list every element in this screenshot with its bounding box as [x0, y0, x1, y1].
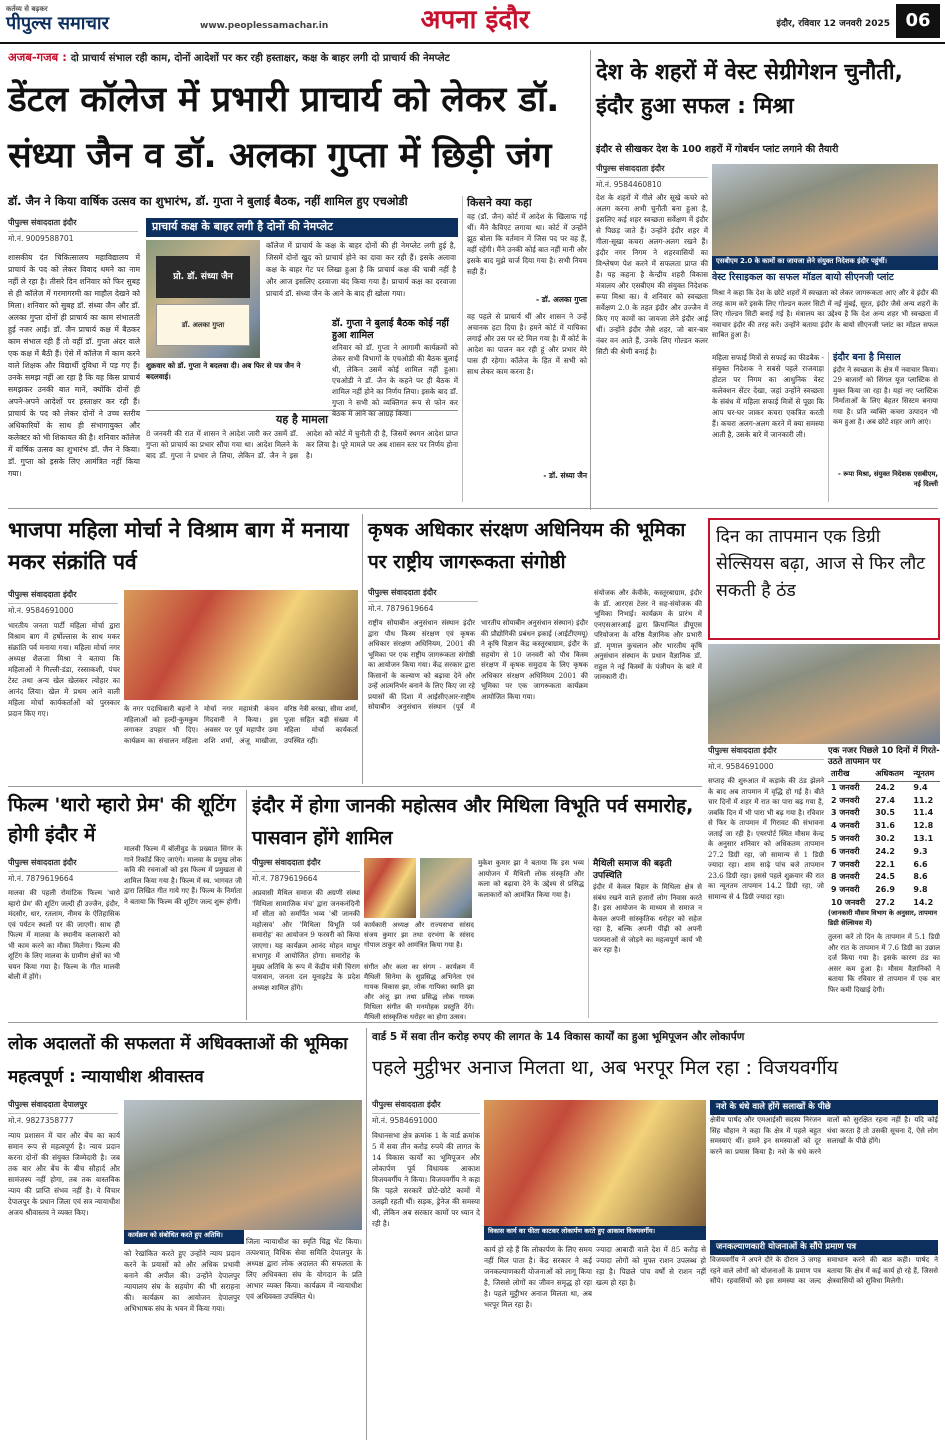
brand-logo: [6, 5, 196, 35]
maithili-box: [588, 858, 702, 1018]
byline: पीपुल्स संवाददाता इंदौर: [708, 746, 824, 760]
ward-body-3: ज्यादा आबादी वाले देश में 85 करोड़ से ज्यादा लोगों को मुफ्त राशन उपलब्ध हो रहा है। पिछले पांच वर्षों से राशन नहीं खत्म हो रहा है।: [596, 1245, 706, 1287]
table-row: 9 जनवरी 26.9 9.8: [831, 885, 928, 895]
schemes-box-body: विजयवर्गीय ने अपने दौरे के दौरान 3 जगह रहने वाले लोगों को योजनाओं के प्रमाण पत्र सौंपे। रहवासियों को इस समस्या का जल्द समाधान करने की बात कही। पार्षद ने बताया कि क्षेत्र में कई कार्य हो रहे हैं, जिससे क्षेत्रवासियों को सुविधा मिलेगी।: [710, 1256, 938, 1286]
weather-photo: [708, 644, 940, 744]
janaki-byline-block: [252, 858, 360, 886]
ward-photo-caption: विकास कार्य का फीता काटकर लोकार्पण करते हुए आकाश विजयवर्गीय।: [484, 1226, 706, 1240]
bjp-body-2: के नगर पदाधिकारी बहनों ने महिलाओं को हल्दी-कुमकुम लगाकर उपहार भी दिए। कार्यक्रम का संचालन महिला मोर्चा नगर महामंत्री कंचन गिदवानी ने किया। इस अवसर पर पूर्व महापौर उमा शशि शर्मा, अंजू माखीजा, वरिष्ठ नेत्री बरखा, सीमा शर्मा, पूजा सहित बड़ी संख्या में महिला मोर्चा कार्यकर्ता उपस्थित रहीं।: [124, 705, 358, 745]
case-box: [146, 410, 458, 504]
ward-byline-block: [372, 1100, 480, 1128]
guest-photo: [364, 858, 416, 918]
column-rule: [366, 1028, 367, 1440]
ward-headline: पहले मुट्ठीभर अनाज मिलता था, अब भरपूर मिल रहा : विजयवर्गीय: [372, 1056, 839, 1079]
weather-body: सप्ताह की शुरुआत में कड़ाके की ठंड झेलने के बाद अब तापमान में वृद्धि हो गई है। बीते चार दिनों में शहर में रात का पारा बढ़ गया है, जबकि दिन में भी पारा भी बढ़ गया है। रविवार से फिर के तापमान में गिरावट की संभावना जताई जा रही है। एयरपोर्ट स्थित मौसम केन्द्र के अनुसार शनिवार को अधिकतम तापमान 27.2 डिग्री रहा, जो सामान्य से 1 डिग्री ज्यादा रहा। शाम साढ़े पांच बजे तापमान 23.6 डिग्री रहा। इससे पहले शुक्रवार की रात का न्यूनतम तापमान 14.2 डिग्री रहा, जो सामान्य से 4 डिग्री ज्यादा रहा।: [708, 777, 824, 901]
mobile-number: मो.नं. 9584691000: [372, 1115, 438, 1125]
table-row: 7 जनवरी 22.1 6.6: [831, 859, 928, 869]
ward-topline: वार्ड 5 में सवा तीन करोड़ रुपए की लागत के 14 विकास कार्यों का हुआ भूमिपूजन और लोकार्पण: [372, 1031, 745, 1043]
film-headline: फिल्म 'थारो म्हारो प्रेम' की शूटिंग होगी इंदौर में: [8, 794, 236, 846]
waste-box-title: वेस्ट रिसाइकल का सफल मॉडल बायो सीएनजी प्लांट: [712, 272, 894, 283]
table-row: 6 जनवरी 24.2 9.3: [831, 846, 928, 856]
column-rule: [362, 514, 363, 784]
bjp-headline: भाजपा महिला मोर्चा ने विश्राम बाग में मनाया मकर संक्रांति पर्व: [8, 518, 349, 574]
quote-jain-sign: - डॉ. संध्या जैन: [543, 470, 587, 480]
table-row: 3 जनवरी 30.5 11.4: [831, 808, 934, 818]
col-date: तारीख: [828, 768, 872, 781]
masthead: [0, 0, 945, 44]
krishak-body-2: संयोजक और केवीके, कस्तूरबाग्राम, इंदौर के डॉ. आरएस टेलर ने सह-संयोजक की भूमिका निभाई। कार्यक्रम के प्रारंभ में एनएसआरआई द्वारा क्रियान्वित डीयूएस परियोजना के वरिष्ठ वैज्ञानिक और प्रभारी डॉ. मृणाल कुचलान और भारतीय कृषि अनुसंधान संस्थान के प्रधान वैज्ञानिक डॉ. राहुल ने नई किस्मों के पंजीयन के बारे में जानकारी दी।: [594, 589, 702, 681]
case-body: 8 जनवरी की रात में शासन ने आदेश जारी कर उसमें डॉ. गुप्ता को प्राचार्य का प्रभार सौंपा गया था। आदेश मिलने के बाद डॉ. गुप्ता ने प्रभार ले लिया, लेकिन डॉ. जैन ने इस आदेश को कोर्ट में चुनौती दी है, जिसमें स्थगन आदेश प्राप्त कर लिया है। पूरे मामले पर अब शासन स्तर पर निर्णय होना है।: [146, 428, 458, 460]
case-title: यह है मामला: [275, 413, 329, 426]
bjp-photo: [124, 590, 358, 700]
section-title: अपना इंदौर: [420, 5, 530, 35]
page-number: 06: [896, 4, 940, 38]
nameplate-icon: प्रो. डॉ. संध्या जैन: [156, 256, 250, 298]
weather-body-2: तुलना करें तो दिन के तापमान में 5.1 डिग्री और रात के तापमान में 7.6 डिग्री का उछाल दर्ज किया गया है। इसके कारण ठंड का असर कम हुआ है। मौसम वैज्ञानिकों ने बताया कि रविवार से तापमान में एक बार फिर कमी दिखाई देगी।: [828, 933, 940, 994]
nameplate-second-icon: डॉ. अलका गुप्ता: [156, 304, 250, 346]
quote-gupta: वह (डॉ. जैन) कोर्ट में आदेश के खिलाफ गई थीं। मैंने कैविएट लगाया था। कोर्ट में उन्होंने झूठ बोला कि वर्तमान में जिस पद पर वह हैं, वहीं रहेंगी। मैंने उनकी कोई बात नहीं मानी और इसके बाद मुझे चार्ज दिया गया है। सभी नियम सही हैं।: [467, 211, 587, 276]
drugs-box: [710, 1100, 938, 1238]
ward-body: विधानसभा क्षेत्र क्रमांक 1 के वार्ड क्रमांक 5 में सवा तीन करोड़ रुपये की लागत के 14 विकास कार्यों का भूमिपूजन और लोकार्पण पूर्व विधायक आकाश विजयवर्गीय ने किया। विजयवर्गीय ने कहा कि पहले सरकारें छोटे-छोटे कामों में उलझी रहती थीं। सड़क, ड्रेनेज की समस्या थी, लेकिन अब सरकार कामों पर ध्यान दे रही है।: [372, 1131, 480, 1228]
mobile-number: मो.नं. 9009588701: [8, 233, 74, 243]
janaki-photos: [364, 858, 474, 918]
bjp-body: भारतीय जनता पार्टी महिला मोर्चा द्वारा विश्राम बाग में हर्षोल्लास के साथ मकर संक्रांति पर्व मनाया गया। महिला मोर्चा नगर अध्यक्ष शैलजा मिश्रा ने बताया कि महिलाओं ने गिल्ली-डंडा, रस्साकशी, पंचर टेस्ट तथा अन्य खेल खेलकर त्योहार का आनंद लिया। खेल में प्रथम आने वाली महिला मोर्चा कार्यकर्ताओं को पुरस्कार प्रदान किए गए।: [8, 621, 120, 718]
janaki-photo-caption: कार्यकारी अध्यक्ष और राज्यसभा सांसद संजय कुमार झा तथा दरभंगा के सांसद गोपाल ठाकुर को आमंत्रित किया गया है।: [364, 921, 474, 949]
waste-photo-caption: एसबीएम 2.0 के कामों का जायजा लेने संयुक्त निदेशक इंदौर पहुंचीं।: [712, 256, 938, 270]
meeting-body: शनिवार को डॉ. गुप्ता ने आगामी कार्यक्रमों को लेकर सभी विभागों के एचओडी की बैठक बुलाई थी, लेकिन उसमें कोई शामिल नहीं हुआ। एचओडी ने डॉ. जैन के कहने पर ही बैठक में शामिल नहीं होने का निर्णय लिया। इसके बाद डॉ. गुप्ता ने सभी को व्यक्तिगत रूप से फोन कर बैठक में आने का आग्रह किया।: [332, 343, 458, 418]
mission-title: इंदौर बना है मिसाल: [833, 352, 901, 363]
meeting-title: डॉ. गुप्ता ने बुलाई बैठक कोई नहीं हुआ शामिल: [332, 318, 449, 341]
bjp-byline-block: [8, 590, 118, 618]
waste-body-2: महिला सफाई मित्रों से सफाई का फीडबैक - संयुक्त निदेशक ने सबसे पहले राजवाड़ा होटल पर निगम का आधुनिक वेस्ट कलेक्शन सेंटर देखा, जहां उन्होंने स्वच्छता के संबंध में महिला सफाई मित्रों से पूछा कि आप घर-घर जाकर कचरा एकत्रित करती हैं। कचरा अलग-अलग करने में क्या समस्या आती है, उसके बारे में जानकारी ली।: [712, 353, 824, 439]
quote-jain: वह पहले से प्राचार्य थीं और शासन ने उन्हें अचानक हटा दिया है। हमने कोर्ट में याचिका लगाई और उस पर स्टे मिल गया है। मैं कोर्ट के आदेश का पालन कर रही हूं और प्रभार मेरे पास ही रहेगा। कॉलेज के हित में सभी को साथ लेकर काम करना है।: [467, 311, 587, 376]
mobile-number: मो.नं. 9584691000: [8, 605, 74, 615]
quotes-title: किसने क्या कहा: [467, 196, 532, 209]
waste-box-body: मिश्रा ने कहा कि देश के छोटे शहरों में स्वच्छता को लेकर जागरूकता आए और वे इंदौर की तरह काम करें इसके लिए गोल्डन कलर सिटी में नई मुंबई, सूरत, इंदौर जैसे अन्य शहरों के लिए गोल्डन सिटी बनाई गई है। मंत्रालय का उद्देश्य है कि देश अन्य शहर भी स्वच्छता में नवाचार इंदौर की तरह करें। उन्होंने बताया इंदौर के बायो सीएनजी प्लांट का मॉडल सफल साबित हुआ है।: [712, 289, 938, 339]
weather-table-note: (जानकारी मौसम विभाग के अनुसार, तापमान डिग्री सेल्सियस में): [828, 909, 938, 927]
table-row: 1 जनवरी 24.2 9.4: [831, 782, 928, 792]
table-row: 4 जनवरी 31.6 12.8: [831, 821, 934, 831]
waste-byline-block: [596, 164, 708, 190]
mobile-number: मो.नं. 9827358777: [8, 1115, 74, 1125]
schemes-box-title: जनकल्याणकारी योजनाओं के सौंपे प्रमाण पत्र: [710, 1240, 938, 1255]
quote-gupta-sign: - डॉ. अलका गुप्ता: [535, 294, 587, 304]
lok-byline-block: [8, 1100, 118, 1128]
byline: पीपुल्स संवाददाता इंदौर: [252, 858, 360, 872]
waste-photo: [712, 164, 938, 256]
drugs-box-title: नशे के धंधे वाले होंगे सलाखों के पीछे: [710, 1100, 938, 1115]
weather-headline: दिन का तापमान एक डिग्री सेल्सियस बढ़ा, आज से फिर लौट सकती है ठंड: [716, 527, 926, 601]
dental-subhead: डॉ. जैन ने किया वार्षिक उत्सव का शुभारंभ, डॉ. गुप्ता ने बुलाई बैठक, नहीं शामिल हुए एचओडी: [8, 194, 408, 208]
krishak-body: राष्ट्रीय सोयाबीन अनुसंधान संस्थान इंदौर द्वारा पौध किस्म संरक्षण एवं कृषक अधिकार संरक्षण अधिनियम, 2001 की भूमिका पर एक राष्ट्रीय जागरूकता संगोष्ठी का आयोजन किया गया। केंद्र सरकार द्वारा किसानों के कल्याण को बढ़ावा देने और उन्हें आत्मनिर्भर बनाने के लिए किए जा रहे प्रयासों की दिशा में आईसीएआर-राष्ट्रीय सोयाबीन अनुसंधान संस्थान (पूर्व में भारतीय सोयाबीन अनुसंधान संस्थान) इंदौर की प्रौद्योगिकी प्रबंधन इकाई (आईटीएमयू) ने कृषि विज्ञान केंद्र कस्तूरबाग्राम, इंदौर के सहयोग से 10 जनवरी को पौध किस्म संरक्षण में कृषक समुदाय के लिए कृषक अधिकार संरक्षण अधिनियम 2001 की भूमिका पर एक जागरूकता कार्यक्रम आयोजित किया गया।: [368, 619, 588, 711]
brand-tagline: कर्तव्य से बढ़कर: [6, 5, 48, 13]
film-byline-block: [8, 858, 118, 886]
weather-byline-block: [708, 746, 824, 772]
lok-headline: लोक अदालतों की सफलता में अधिवक्ताओं की भूमिका महत्वपूर्ण : न्यायाधीश श्रीवास्तव: [8, 1034, 348, 1087]
guest-photo: [420, 858, 472, 918]
dental-headline: डेंटल कॉलेज में प्रभारी प्राचार्य को लेकर डॉ. संध्या जैन व डॉ. अलका गुप्ता में छिड़ी जंग: [8, 80, 560, 176]
col-min: न्यूनतम: [910, 768, 940, 781]
brand-name: पीपुल्स समाचार: [6, 13, 109, 35]
film-body: मालवा की पहली रोमांटिक फिल्म 'थारो म्हारो प्रेम' की शूटिंग जल्दी ही उज्जैन, इंदौर, मंदसौर, धार, रतलाम, नीमच के ऐतिहासिक एवं पर्यटन स्थलों पर की जाएगी। साथ ही फिल्म में मालवा के स्थानीय कलाकारों को भी काम करने का मौका मिलेगा। फिल्म की शूटिंग के लिए मालवा के ग्रामीण क्षेत्रों का भी चयन किया गया है। फिल्म के गीत मालवी बोली में होंगे।: [8, 889, 120, 981]
column-rule: [246, 790, 247, 1020]
byline: पीपुल्स संवाददाता इंदौर: [368, 588, 478, 602]
temperature-table: [828, 768, 940, 910]
dental-body: शासकीय दंत चिकित्सालय महाविद्यालय में प्राचार्य के पद को लेकर विवाद थमने का नाम नहीं ले रहा है। तीसरे दिन शनिवार को फिर सुबह से ही कॉलेज में गरमागरमी का माहौल देखने को मिला। शनिवार को सुबह डॉ. संध्या जैन और डॉ. अलका गुप्ता दोनों ही प्राचार्य का काम संभालती हुई नजर आईं। डॉ. जैन प्राचार्य कक्ष में बैठकर काम संभाल रही हैं तो वहीं डॉ. गुप्ता अंदर वाले एक कक्ष में बैठी हैं। ऐसे में कॉलेज में काम करने वाले शिक्षक और विद्यार्थी दुविधा में पड़ गए हैं। उनके समझ नहीं आ रहा है कि वह किस प्राचार्य समझकर उनकी बात मानें, क्योंकि दोनों ही अपने-अपने आदेशों पर हस्ताक्षर कर रही हैं। प्राचार्य के पद को लेकर दोनों ने उच्च स्तरीय अधिकारियों के साथ ही संभागायुक्त और कलेक्टर को भी शिकायत की है। शनिवार कॉलेज में वार्षिक उत्सव का शुभारंभ डॉ. जैन ने किया। डॉ. गुप्ता को इसके लिए आमंत्रित नहीं किया गया।: [8, 253, 140, 478]
janaki-body: अप्रवासी मैथिल समाज की अग्रणी संस्था 'मिथिला सामाजिक मंच' द्वारा जनकनंदिनी माँ सीता को समर्पित भव्य 'श्री जानकी महोत्सव' और 'मिथिला विभूति पर्व समारोह' का आयोजन 9 फरवरी को किया जाएगा। यह कार्यक्रम आनंद मोहन माथुर सभागृह में आयोजित होगा। समारोह के मुख्य अतिथि के रूप में केंद्रीय मंत्री चिराग पासवान, जनता दल यूनाइटेड के प्रदेश अध्यक्ष शामिल होंगे।: [252, 889, 360, 992]
janaki-body-3: मुकेश कुमार झा ने बताया कि इस भव्य आयोजन में मैथिली लोक संस्कृति और कला को बढ़ावा देने के उद्देश्य से प्रसिद्ध कलाकारों को आमंत्रित किया गया है।: [478, 859, 584, 899]
table-row: 2 जनवरी 27.4 11.2: [831, 795, 934, 805]
kicker-text: दो प्राचार्य संभाल रही काम, दोनों आदेशों पर कर रही हस्ताक्षर, कक्ष के बाहर लगी दो प्राचार्य की नेमप्लेट: [70, 53, 450, 64]
col-max: अधिकतम: [872, 768, 910, 781]
mobile-number: मो.नं. 7879619664: [252, 873, 318, 883]
nameplate-box-title: प्राचार्य कक्ष के बाहर लगी है दोनों की नेमप्लेट: [146, 218, 458, 237]
krishak-headline: कृषक अधिकार संरक्षण अधिनियम की भूमिका पर राष्ट्रीय जागरूकता संगोष्ठी: [368, 519, 686, 573]
byline: पीपुल्स संवाददाता इंदौर: [8, 590, 118, 604]
mission-box: [828, 352, 938, 502]
maithili-box-title: मैथिली समाज की बढ़ती उपस्थिति: [593, 859, 672, 881]
janaki-body-2: संगीत और कला का संगम - कार्यक्रम में मैथिली सिनेमा के सुप्रसिद्ध अभिनेता एवं गायक विकास झा, लोक गायिका स्वाति झा और अंजू झा तथा प्रसिद्ध लोक गायक मिथिला संगीत की मनमोहक प्रस्तुति देंगे। मैथिली सांस्कृतिक धरोहर का होगा उत्सव।: [364, 963, 474, 1021]
mission-body: इंदौर ने स्वच्छता के क्षेत्र में नवाचार किया। 29 बाजारों को सिंगल यूज प्लास्टिक से मुक्त किया जा रहा है। यहां नए प्लास्टिक निर्माताओं के लिए बेहतर सिस्टम बनाया गया है। प्रति व्यक्ति कचरा उत्पादन भी कम हुआ है। अब छोटे शहर आगे आएं।: [833, 365, 938, 427]
weather-table-box: [828, 746, 940, 906]
dental-byline-block: [8, 218, 138, 248]
waste-body: देश के शहरों में गीले और सूखे कचरे को अलग करना अभी चुनौती बना हुआ है, इसलिए कई शहर स्वच्छता सर्वेक्षण में इंदौर से पिछड़ जाते हैं। उन्होंने इंदौर शहर में गीला-सूखा कचरा अलग-अलग रखने हैं। इंदौर नगर निगम ने शहरवासियों का विश्लेषण पेश करने में सफलता प्राप्त की है। यह कहना है केन्द्रीय शहरी विकास मंत्रालय और एसबीएम की संयुक्त निदेशक रूपा मिश्रा का। वे शनिवार को स्वच्छता सर्वेक्षण 2.0 के तहत इंदौर और उज्जैन में किए गए कामों का जायजा लेने इंदौर आई थीं। उन्होंने इंदौर जैसे शहर, जो बार-बार नंबर वन आते हैं, उनके लिए गोल्डन कलर सिटी की श्रेणी बनाई है।: [596, 193, 708, 356]
nameplate-photo: [146, 240, 260, 358]
byline: पीपुल्स संवाददाता देपालपुर: [8, 1100, 118, 1114]
byline: पीपुल्स संवाददाता इंदौर: [372, 1100, 480, 1114]
dental-kicker: [8, 50, 583, 68]
site-url[interactable]: www.peoplessamachar.in: [200, 21, 329, 31]
lok-body-3: जिला न्यायाधीश का स्मृति चिह्न भेंट किया। तत्पश्चात् विधिक सेवा समिति देपालपुर के अध्यक्ष द्वारा लोक अदालत की सफलता के लिए अधिवक्ता संघ के योगदान के प्रति आभार व्यक्त किया। कार्यक्रम में न्यायाधीश एवं अधिवक्ता उपस्थित थे।: [246, 1237, 362, 1301]
mobile-number: मो.नं. 9584691000: [708, 761, 774, 771]
mobile-number: मो.नं. 7879619664: [8, 873, 74, 883]
lok-photo-caption: कार्यक्रम को संबोधित करते हुए अतिथि।: [124, 1230, 244, 1244]
column-rule: [590, 50, 591, 510]
lok-body-2: को रेखांकित करते हुए उन्होंने न्याय प्रदान करने के प्रयासों को और अधिक प्रभावी बनाने की अपील की। उन्होंने देपालपुर न्यायालय संघ के सहयोग की भी सराहना की। कार्यक्रम का आयोजन देपालपुर अभिभाषक संघ के भवन में किया गया।: [124, 1249, 240, 1313]
weather-table-title: एक नजर पिछले 10 दिनों में गिरते-उठते तापमान पर: [828, 746, 940, 767]
mobile-number: मो.नं. 7879619664: [368, 603, 434, 613]
table-row: 8 जनवरी 24.5 8.6: [831, 872, 928, 882]
meeting-box: [332, 318, 458, 418]
maithili-box-body: इंदौर में केवल बिहार के मिथिला क्षेत्र से संबंध रखने वाले हजारों लोग निवास करते हैं। इस आयोजन के माध्यम से समाज न केवल अपनी सांस्कृतिक धरोहर को सहेज रहा है, बल्कि अपनी पीढ़ी को अपनी परम्पराओं से जोड़ने का महत्वपूर्ण कार्य भी कर रहा है।: [593, 883, 702, 954]
krishak-byline-block: [368, 588, 478, 616]
waste-subhead: इंदौर से सीखकर देश के 100 शहरों में गोबर्धन प्लांट लगाने की तैयारी: [596, 144, 839, 155]
ward-body-2: कार्य हो रहे हैं कि लोकार्पण के लिए समय नहीं मिल पाता है। केंद्र सरकार ने कई जनकल्याणकारी योजनाओं को लागू किया है, जिससे लोगों का जीवन समृद्ध हो रहा है। पहले मुट्ठीभर अनाज मिलता था, अब भरपूर मिल रहा है।: [484, 1245, 592, 1309]
row-rule: [8, 1022, 938, 1023]
row-rule: [8, 508, 938, 509]
table-row: 10 जनवरी 27.2 14.2: [831, 897, 934, 907]
waste-headline: देश के शहरों में वेस्ट सेग्रीगेशन चुनौती, इंदौर हुआ सफल : मिश्रा: [596, 60, 903, 119]
film-body-2: मालवी फिल्म में बॉलीवुड के प्रख्यात सिंगर के गाने रिकॉर्ड किए जाएंगे। मालवा के प्रमुख लोक कवि की रचनाओं को इस फिल्म में प्रमुखता से शामिल किया गया है। फिल्म में स्व. भागवत जी द्वारा लिखित गीत गाये गए हैं। फिल्म के निर्माता ने बताया कि फिल्म की शूटिंग जल्द शुरू होगी।: [124, 845, 242, 906]
mobile-number: मो.नं. 9584460810: [596, 179, 662, 189]
byline: पीपुल्स संवाददाता इंदौर: [8, 858, 118, 872]
mission-sign: - रूपा मिश्रा, संयुक्त निदेशक एसबीएम, नई दिल्ली: [838, 469, 938, 488]
row-rule: [8, 786, 702, 787]
lok-photo: [124, 1100, 362, 1230]
kicker-label: अजब-गजब :: [8, 50, 67, 64]
byline: पीपुल्स संवाददाता इंदौर: [596, 164, 708, 178]
janaki-headline: इंदौर में होगा जानकी महोत्सव और मिथिला विभूति पर्व समारोह, पासवान होंगे शामिल: [252, 795, 694, 849]
schemes-box: [710, 1240, 938, 1438]
nameplate-box-body: कॉलेज में प्राचार्य के कक्ष के बाहर दोनों की ही नेमप्लेट लगी हुई है, जिसमें दोनों खुद को प्राचार्य होने का दावा कर रही हैं। इसके अलावा कक्ष के बाहर गेट पर लिखा हुआ है कि प्राचार्य कक्ष की चाबी नहीं है और आज इसलिए दरवाजा बंद किया गया है। प्राचार्य कक्ष का दरवाजा प्राचार्य डॉ. संध्या जैन के आने के बाद ही खोला गया।: [266, 241, 456, 298]
lok-body: न्याय प्रशासन में चार और बेंच का कार्य समान रूप से महत्वपूर्ण है। न्याय प्रदान करना दोनों की संयुक्त जिम्मेदारी है। जब तक बार और बेंच के बीच सौहार्द और सामंजस्य नहीं होगा, तब तक वास्तविक न्याय की प्राप्ति संभव नहीं है। ये विचार देपालपुर के प्रधान जिला एवं सत्र न्यायाधीश अजय श्रीवास्तव ने व्यक्त किए।: [8, 1131, 120, 1217]
drugs-box-body: क्षेत्रीय पार्षद और एमआईसी सदस्य निरंजन सिंह चौहान ने कहा कि क्षेत्र में पहले बहुत समस्याएं थीं। हमने इन समस्याओं को दूर करने का प्रयास किया है। नशे के धंधे करने वालों को सुरक्षित रहना नहीं है। यदि कोई धंधा करता है तो उसकी सूचना दें, ऐसे लोग सलाखों के पीछे होंगे।: [710, 1116, 938, 1156]
quotes-box: [462, 196, 587, 502]
nameplate-caption: शुक्रवार को डॉ. गुप्ता ने बदलवा दी। अब फिर से पत्र जैन ने बदलवाई।: [146, 361, 301, 381]
weather-headline-box: [708, 518, 940, 640]
table-row: 5 जनवरी 30.2 13.1: [831, 833, 934, 843]
ward-photo: [484, 1100, 706, 1226]
byline: पीपुल्स संवाददाता इंदौर: [8, 218, 138, 232]
dateline: इंदौर, रविवार 12 जनवरी 2025: [776, 19, 890, 29]
dental-box: [146, 218, 458, 418]
